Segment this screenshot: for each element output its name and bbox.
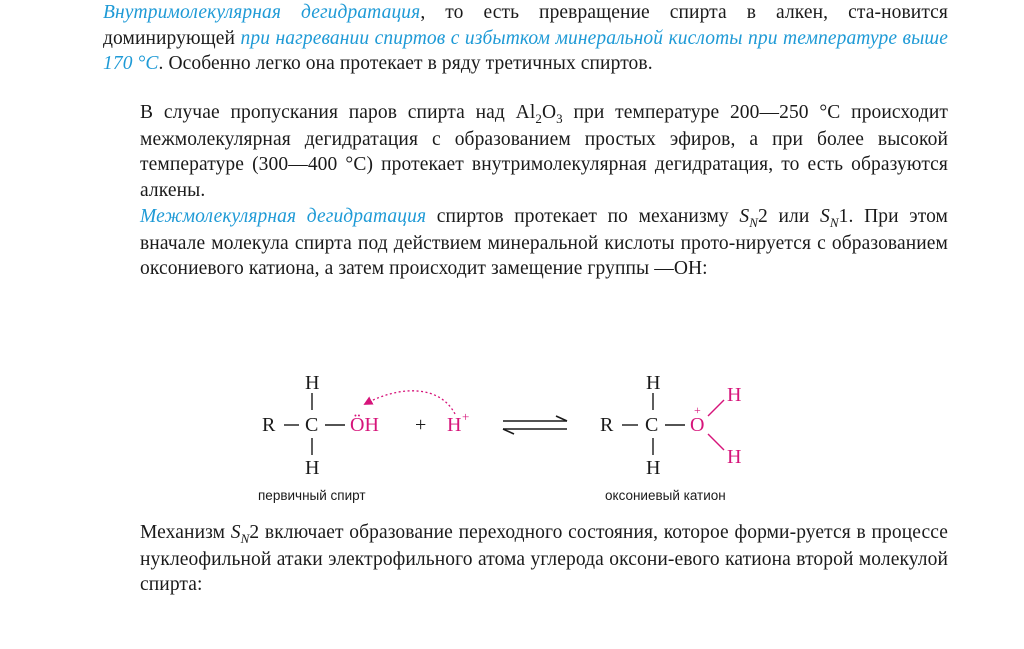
hydroxyl-group: ÖH: [350, 414, 379, 436]
paragraph-text: Механизм: [140, 522, 231, 543]
paragraph-text: 2 или: [758, 206, 820, 227]
paragraph-text: 1. При этом вначале молекула спирта под действием минеральной кислоты прото-нируется с образованием оксониевого катиона, а затем происходит замещение группы —ОН:: [140, 206, 948, 279]
hydrogen-atom: H: [646, 372, 661, 394]
r-group: R: [600, 414, 614, 436]
hydrogen-atom: H: [646, 457, 661, 479]
mechanism-symbol: S: [820, 206, 830, 227]
proton-charge: +: [462, 409, 470, 424]
carbon-atom: C: [645, 414, 659, 436]
subscript: N: [240, 531, 250, 546]
term-intermolecular-dehydration: Межмолекулярная дегидратация: [140, 206, 427, 227]
bond: [708, 400, 724, 416]
paragraph-sn2-mechanism: [103, 520, 948, 598]
term-intramolecular-dehydration: Внутримолекулярная дегидратация: [103, 2, 421, 23]
paragraph-text: . Особенно легко она протекает в ряду третичных спиртов.: [158, 53, 653, 74]
caption-oxonium-cation: оксониевый катион: [605, 488, 726, 503]
r-group: R: [262, 414, 276, 436]
paragraph-text: O: [541, 102, 557, 123]
subscript: 2: [535, 111, 542, 126]
hydrogen-atom: H: [727, 384, 742, 406]
subscript: N: [829, 215, 839, 230]
mechanism-symbol: S: [230, 522, 241, 543]
mechanism-symbol: S: [739, 206, 750, 227]
hydrogen-atom: H: [305, 372, 320, 394]
carbon-atom: C: [305, 414, 319, 436]
hydrogen-atom: H: [305, 457, 320, 479]
paragraph-text: при температуре 200—250 °С происходит межмолекулярная дегидратация с образованием простых эфиров, а при более высокой температуре (300—400 °С) протекает внутримолекулярная дегидратация, то есть образуются алкены.: [140, 102, 949, 201]
paragraph-text: В случае пропускания паров спирта над Al: [140, 102, 536, 123]
plus-sign: +: [415, 414, 427, 436]
subscript: 3: [556, 111, 563, 126]
electron-transfer-arrow: [365, 391, 455, 414]
caption-primary-alcohol: первичный спирт: [258, 488, 366, 503]
condition-highlight: при нагревании спиртов с избытком минеральной кислоты при температуре выше 170 °С: [103, 27, 948, 74]
subscript: N: [749, 215, 759, 230]
paragraph-text: 2 включает образование переходного состояния, которое форми-руется в процессе нуклеофильной атаки электрофильного атома углерода оксони-евого катиона второй молекулой спирта:: [140, 522, 948, 595]
hydrogen-atom: H: [727, 446, 742, 468]
oxygen-atom: O: [690, 414, 705, 436]
paragraph-text: , то есть превращение спирта в алкен, ста-новится доминирующей: [103, 2, 949, 49]
oxonium-charge: +: [694, 403, 701, 417]
proton: H: [447, 414, 462, 436]
bond: [708, 434, 724, 450]
paragraph-text: спиртов протекает по механизму: [426, 206, 740, 227]
